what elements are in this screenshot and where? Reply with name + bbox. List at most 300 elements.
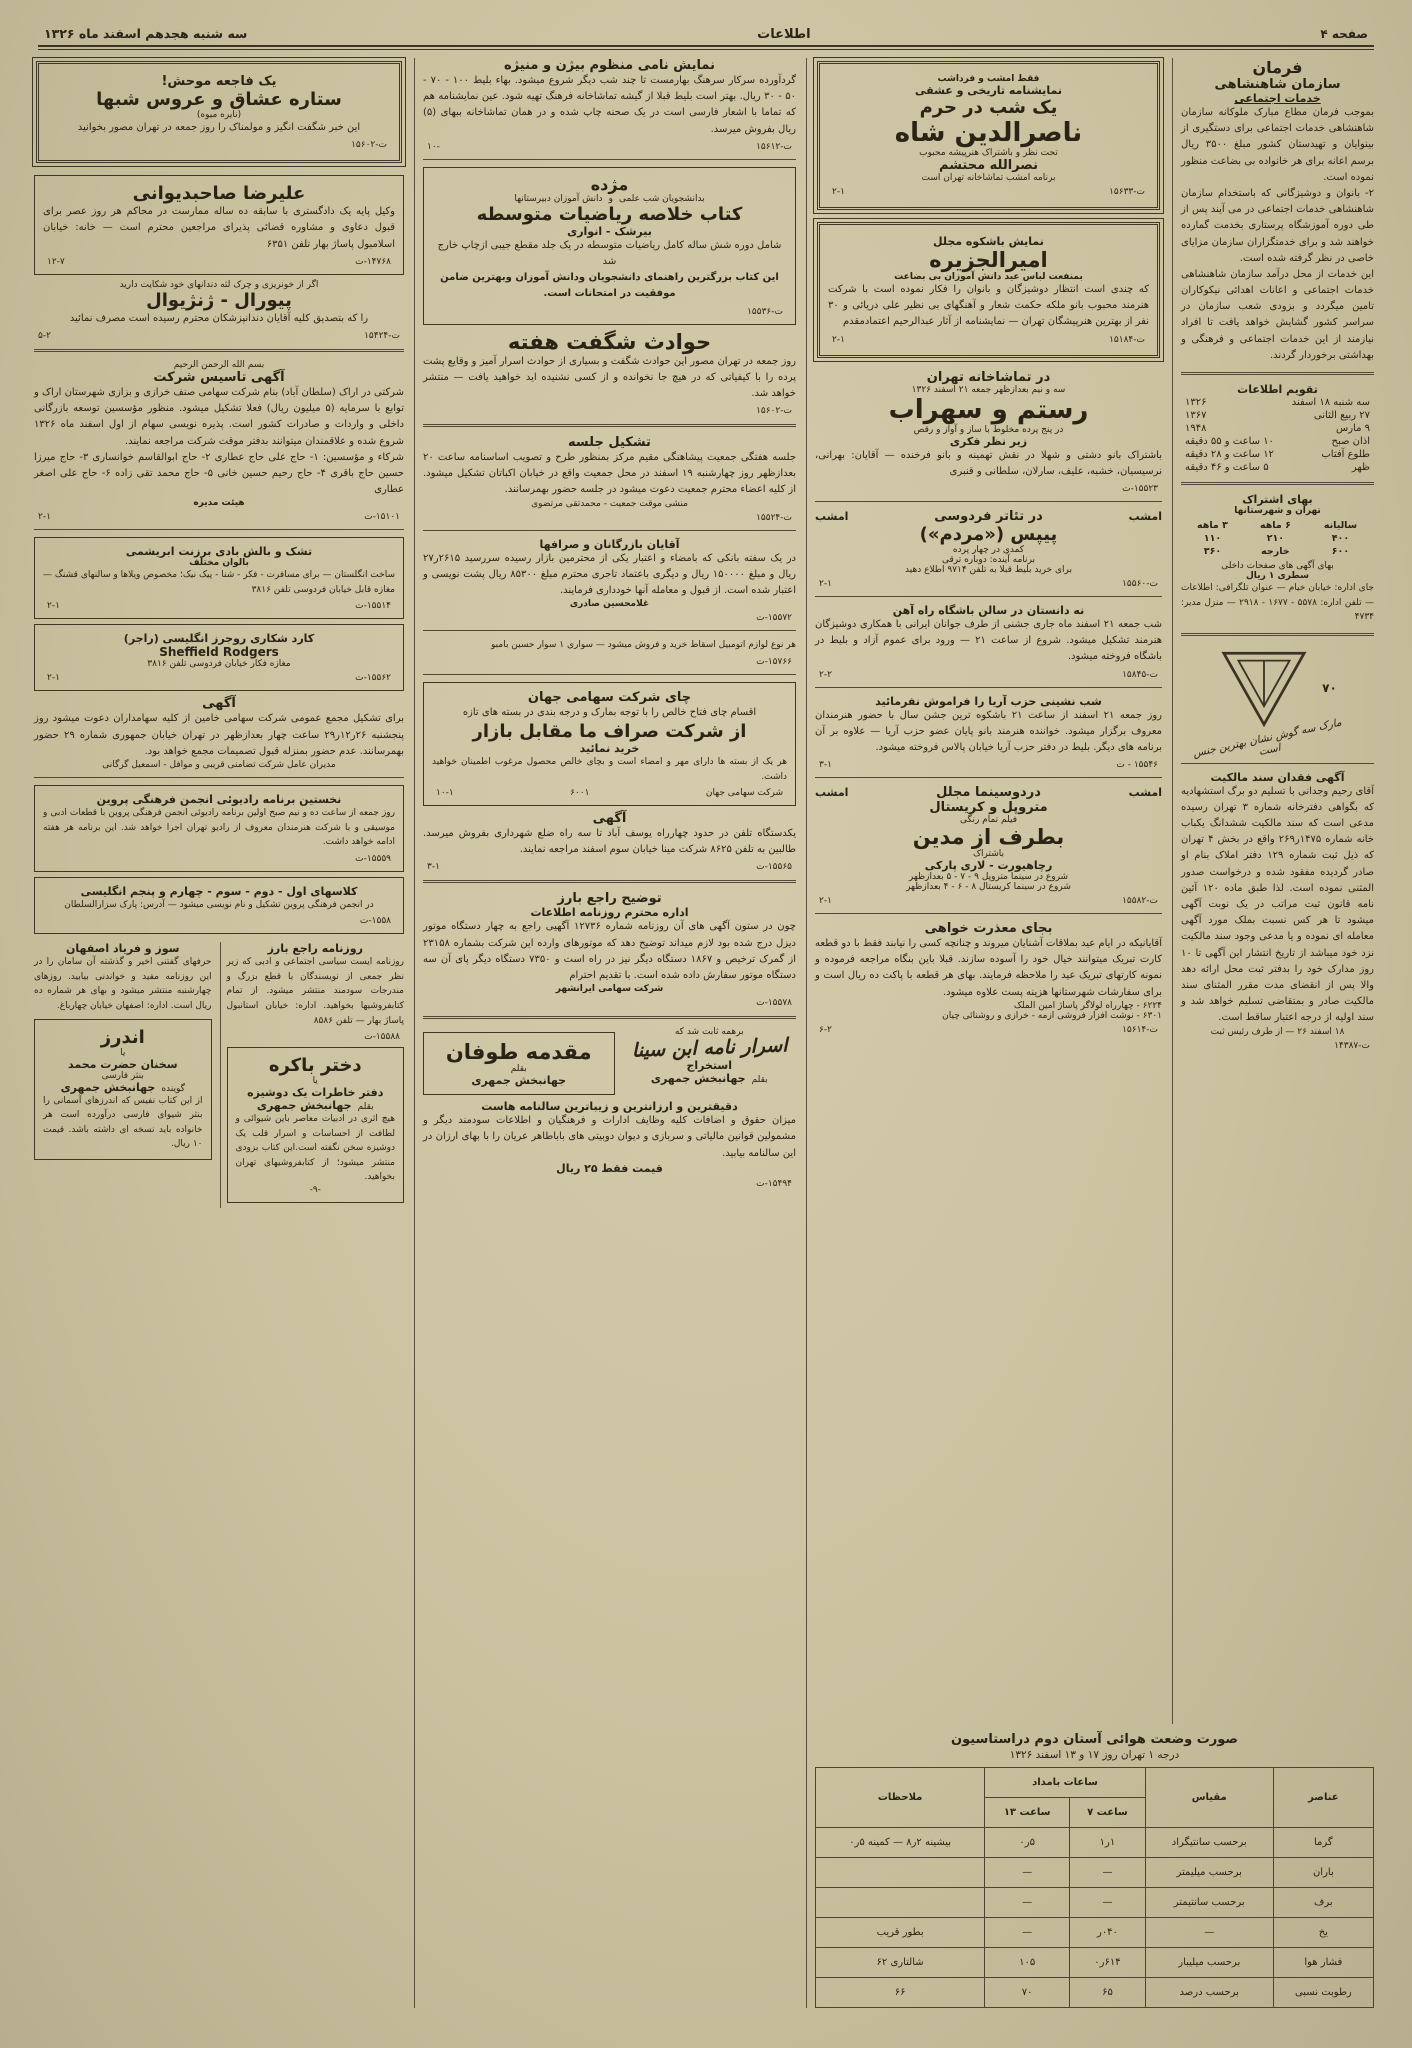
trademark-number: ۷۰ [1322,680,1337,695]
weather-title: صورت وضعت هوائی آستان دوم دراستاسیون [950,1732,1238,1747]
cinema-tonight: امشب [1128,786,1162,800]
almanac-title: دقیقترین و ارزانترین و زیباترین سالنامه هاست [481,1100,738,1114]
ad-code: ت-۱۴۳۸۷ [1334,1040,1370,1051]
ad-code-row [432,307,787,317]
amir-body: که چندی است انتظار دوشیزگان و بانوان را فکار نموده است با شرکت هنرمند محبوب بانو ملکه حکمت شعار و آهنگهای بی نظیر علی دریائی و ۳۰ نفر از بهترین هنرپیشگان تهران — نمایشنامه از آثار عبدالرحیم اعتمادمقدم [828,284,1149,328]
column-right [1172,58,1374,1724]
article-calendar [1181,383,1374,474]
author-name: جهانبخش جمهری [471,1074,567,1088]
weather-value: ۱ر۱ [1070,1828,1146,1858]
telephone-ad-title: آگهی [592,811,627,827]
telephone-ad-body: یکدستگاه تلفن در حدود چهارراه یوسف آباد تا سه راه ضلع شهرداری بفروش میرسد. طالبین به تلفن ۸۶۲۵ شرکت مینا خیابان سوم اسفند مراجعه نمایند. [423,828,796,856]
calendar-value: ۱۳۲۶ [1185,397,1207,408]
andarz-title: اندرز [100,1026,145,1048]
weather-value: ۰۴۰ر [1070,1918,1146,1948]
cinema-venues: متروپل و کریستال [929,800,1048,816]
subscription-region: تهران و شهرستانها [1234,506,1321,516]
bijan-title: نمایش نامی منظوم بیژن و منیژه [504,58,715,73]
calendar-label: سه شنبه ۱۸ اسفند [1291,397,1370,408]
ad-code-row [47,140,391,150]
apology-phone-line: ۶۲۲۴ - چهارراه لولاگر پاساژ امین الملک [1013,1000,1162,1011]
company-founders: شرکاء و مؤسسین: ۱- حاج علی حاج عطاری ۲- حاج ابوالقاسم خوانساری ۳- حاج میرزا حسین حاج باقری ۴- حاج رحیم حسین خانی ۵- حاج محمد تقی زاده ۶- حاج علی اصغر عطاری [34,451,405,496]
nasser-venue: برنامه امشب تماشاخانه تهران است [921,173,1056,183]
theater-ad-amir [817,222,1160,358]
apology-phone-line: ۶۳۰۱ - نوشت افزار فروشی ازمه - خرازی و روشنائی چیان [942,1010,1162,1021]
page-number: صفحه ۴ [1320,27,1368,41]
cinema-schedule: شروع در سینما کریستال ۸ - ۶ - ۴ بعدازظهر [906,882,1071,893]
weather-value: — [985,1918,1070,1948]
isfahan-title: سوز و فریاد اصفهان [66,942,180,956]
shareholders-body: برای تشکیل مجمع عمومی شرکت سهامی خامین از کلیه سهامداران دعوت میشود روز پنجشنبه ۲۶ر۱۲ر۲۹ ساعت چهار بعدازظهر در تهران خیابان جمهوری شماره ۲۹ حضور بهمرسانند. عدم حضور بمنزله قبول تصمیمات مجمع خواهد بود. [34,713,404,757]
calendar-row [1181,461,1374,474]
cinema-color-line: فیلم تمام رنگی [959,815,1018,826]
divider [34,529,404,530]
column-theater [806,58,1162,1724]
ad-run: ۲-۱ [38,512,51,523]
ad-code: ۱۴۷۶۸-ت [355,256,391,267]
sub-price: ۱۱۰ [1203,533,1222,544]
weather-note: شالتاری ۶۲ [816,1948,985,1978]
ad-code-row [423,142,796,152]
clarification-body: چون در ستون آگهی های آن روزنامه شماره ۱۲۷۳۶ آگهیی راجع به چهار دستگاه موتور دیزل درج شده بود لازم میداند توضیح دهد که موتورهای وارده این شرکت بشماره ۲۳۱۵۸ از گمرک ترخیص و ۱۸۶۷ دستگاه دیگر نیز در راه است و ۷۳۵۰ دستگاه دیگر پای آن سه دستگاه موتور سفارش داده شده است. با تقدیم احترام [423,921,796,982]
ad-code-row [43,257,395,267]
sub-price: ۲۱۰ [1266,533,1285,544]
merchants-signature: غلامحسین صادری [569,599,650,610]
shareholders-notice [34,696,404,770]
lawyer-name: علیرضا صاحبدیوانی [132,183,306,205]
classes-title: کلاسهای اول - دوم - سوم - چهارم و پنجم انگلیسی [80,884,358,898]
ad-code: ۱۵۵۸۸-ت [364,1032,400,1043]
math-book-title: کتاب خلاصه ریاضیات متوسطه [476,203,743,225]
tea-phone: ۶۰۰۱ [570,788,590,799]
small-classified [423,638,796,667]
tea-body: هر یک از بسته ها دارای مهر و امضاء است و بچای خالص محصول مرغوب اطمینان خواهید داشت. [432,756,787,782]
weather-element: یخ [1273,1918,1373,1948]
tea-lead: اقسام چای فتاح خالص را با توجه بمارک و درجه بندی در بسته های تازه [462,706,757,718]
apology-body: آقایانیکه در ایام عید بملاقات آشنایان میروند و چنانچه کسی را نیابند فقط با دو قطعه کارت تبریک میتوانند خیال خود را آسوده سازند. قبلا باین بنگاه مراجعه فرموده و نمونه کارتهای تبریک عید را ملاحظه فرمایند. بهای هر قطعه با پاکت ده ریال است و برای سفارشات شهرستانها هزینه پست علاوه میشود. [815,938,1162,998]
teaser-small-line: (نایره میوه) [196,110,242,120]
calendar-value: ۱۹۴۸ [1185,423,1207,434]
shareholders-signature: مدیران عامل شرکت تضامنی قریبی و موافل - اسمعیل گرگانی [102,759,336,770]
article-subscription [1181,493,1374,625]
isfahan-newspaper-ad [34,942,212,1013]
rostam-director: زیر نظر فکری [949,434,1028,448]
book-ad-toofan [423,1032,615,1095]
asrar-title: اسرار نامه ابن سینا [631,1034,788,1062]
nasser-genre: نمایشنامه تاریخی و عشقی [915,84,1062,97]
tea-tail: خرید نمائید [579,741,640,755]
column-middle [414,58,796,2008]
calendar-value: ۱۰ ساعت و ۵۵ دقیقه [1185,436,1274,447]
ad-run: ۲-۱ [47,601,60,612]
ferdowsi-line: برنامه آینده: دوباره ترقی [941,554,1036,565]
divider [423,674,796,675]
weather-element: گرما [1273,1828,1373,1858]
page-mark: -۹- [309,1185,321,1196]
ad-code-row [423,998,796,1008]
ad-code-row [34,512,404,522]
divider [815,913,1162,914]
issue-date: سه شنبه هجدهم اسفند ماه ۱۳۲۶ [44,26,248,41]
math-body: شامل دوره شش ساله کامل ریاضیات متوسطه در یک جلد مقطع جیبی ازچاپ خارج شد [437,239,782,267]
ferdowsi-line: کمدی در چهار پرده [952,544,1025,555]
telephone-sale-ad [423,811,796,872]
ad-code-row [815,579,1162,589]
ad-run: ۲-۱ [819,578,832,589]
nasser-pretitle: یک شب در حرم [919,97,1058,118]
ad-code: ت-۱۵۵۳۶ [747,306,783,317]
ad-code-row [815,484,1162,494]
ad-code-row [423,406,796,416]
byline-label: بقلم [510,1064,527,1075]
sub-head: سالیانه [1323,520,1358,531]
author-name: جهانبخش جمهری [256,1099,352,1113]
ad-code-row [815,670,1162,680]
ferdowsi-tonight: امشب [1128,509,1162,523]
article-trademark-ad [1181,646,1374,760]
ad-run: ۳-۱ [427,862,440,873]
decree-body: بموجب فرمان مطاع مبارک ملوکانه سازمان شاهنشاهی خدمات اجتماعی برای دستگیری از بینوایان و تهیدستان کشور مبلغ ۳۵۰۰ ریال برسم اعانه برای هر خانواده بی بضاعت منظور نموده است. [1181,107,1374,183]
sub-price: ۴۰۰ [1331,533,1350,544]
ad-code: ۱۵۴۹۴-ت [756,1178,792,1189]
divider [815,777,1162,778]
film-stars: رچاهیورت - لاری پارکی [924,859,1053,873]
calendar-value: ۵ ساعت و ۴۶ دقیقه [1185,462,1269,473]
article-clarification [423,891,796,1008]
newspaper-title: اطلاعات [757,27,811,42]
rostam-when: سه و نیم بعدازظهر جمعه ۲۱ اسفند ۱۳۲۶ [911,384,1066,395]
divider [34,349,404,352]
clarification-title: توضیح راجع بارز [557,891,662,907]
byline-label: بقلم [751,1075,768,1086]
merchants-body: در یک سفته بانکی که بامضاء و اعتبار یکی از محترمین بازار رسیده سررسید ۲۶۱۵ر۲۷ ریال و مبلغ ۱۵۰۰۰۰ ریال و دیگری باعتماد تاجری محترم مبلغ ۸۵۳۰۰ ریال پشت نویسی و اعتبار شده است. از قبول و معامله آنها خودداری فرمایند. [423,552,796,596]
decree-title: سازمان شاهنشاهی [1214,77,1341,92]
ad-code: ۱۵۵۴۶ - ت [1116,760,1158,771]
calendar-row [1181,448,1374,461]
ad-code: ۱۵۵۷۸-ت [756,998,792,1009]
lost-deed-body: آقای رحیم وجدانی با تسلیم دو برگ استشهادیه که بگواهی دفترخانه شماره ۳ تهران رسیده مدعی است که سند مالکیت ششدانگ یکباب خانه شماره ۱۴۷۵ر۲۶۹ واقع در بخش ۴ تهران که ذیل ثبت شماره ۱۲۹ دفتر املاک بنام او صادر گردیده مفقود شده و درخواست صدور المثنی نموده است. لذا طبق ماده ۱۲۰ آئین نامه قانون ثبت مراتب در یک نوبت آگهی میشود تا هر کس نسبت بملک مورد آگهی معامله ای نموده و یا مدعی وجود سند مالکیت نزد خود میباشد از تاریخ انتشار این آگهی تا ۱۰ روز مدارک خود را بدفتر ثبت محل ارائه دهد والا پس از انقضای مدت مقرر المثنای سند مالکیت صادر و بمتقاضی تسلیم خواهد شد و سند اولیه از درجه اعتبار ساقط است. [1181,785,1375,1024]
calendar-title: تقویم اطلاعات [1237,383,1318,396]
weather-scale: برحسب سانتیمتر [1145,1888,1273,1918]
strange-events-body: روز جمعه در تهران مصور این حوادث شگفت و بسیاری از حوادث اسرار آمیز و وقایع پشت پرده را با کیفیاتی که در هیچ جا نخوانده و از کسی نشنیده اید خواهید یافت — منتشر خواهد شد. [423,355,796,399]
weather-scale: برحسب سانتیگراد [1145,1828,1273,1858]
ad-code-row [423,862,796,872]
company-ad-title: آگهی تاسیس شرکت [153,369,285,385]
apology-title: بجای معذرت خواهی [924,921,1053,937]
small-classified-body: هر نوع لوازم اتومبیل اسقاط خرید و فروش میشود — سواری ۱ سوار حسین بامبو [491,640,796,651]
decree-body: این خدمات از محل درآمد سازمان شاهنشاهی خدمات اجتماعی و اعانات اهدائی نیکوکاران تامین میگردد و بزودی شعب سازمان در سراسر کشور گشایش خواهد یافت تا افراد نیازمند از این خدمات اجتماعی و فرهنگی و بهداشتی برخوردار گردند. [1181,268,1374,361]
columns-grid [34,58,1375,2008]
clarification-signature: شرکت سهامی ایرانشهر [555,984,664,995]
ad-code-row [227,1032,405,1042]
ad-code: ت-۱۵۶۳۳ [1109,187,1145,197]
ferdowsi-title: پیپس («مردم») [919,523,1058,545]
math-body: این کتاب بزرگترین راهنمای دانشجویان ودانش آموزان وبهترین ضامن موفقیت در امتحانات است. [440,272,779,300]
math-audience-students: بدانشجویان شب علمی [618,193,705,204]
sub-head: ۳ ماهه [1197,520,1228,531]
calendar-value: ۱۳۶۷ [1185,410,1207,421]
weather-report [806,1724,1374,2008]
ad-code-row [828,187,1149,197]
or-label: یا [120,1047,126,1058]
ad-code: ت-۱۵۶۰۲ [351,140,387,151]
toofan-title: مقدمه طوفان [445,1040,592,1065]
cinema-headrow [815,785,1162,800]
cinema-kicker: دردوسینما مجلل [936,785,1041,801]
weather-scale: — [1145,1918,1273,1948]
math-audience-and: و [608,193,613,204]
weather-value: — [1070,1858,1146,1888]
rostam-title: رستم و سهراب [888,394,1089,425]
teaser-body: این خبر شگفت انگیز و مولمناک را روز جمعه در تهران مصور بخوانید [77,122,361,133]
almanac-body: میزان حقوق و اضافات کلیه وظایف ادارات و فرهنگیان و اطلاعات سودمند دیگر و مشمولین قوانین مالیاتی و سربازی و دیوان دوبیتی های باباطاهر عریان را با بهای ارزان در این سالنامه بیابید. [423,1115,796,1159]
railway-title: نه دانستان در سالن باشگاه راه آهن [892,603,1085,617]
ad-code-row [43,854,395,864]
decree-kicker: فرمان [1252,58,1303,77]
weather-element: رطوبت نسبی [1273,1978,1373,2008]
asrar-byline [623,1072,797,1085]
radio-body: روز جمعه از ساعت ده و نیم صبح اولین برنامه رادیوئی انجمن فرهنگی پروین با قطعات ادبی و موسیقی و با شرکت هنرمندان معروف از رادیو تهران اجرا خواهد شد. این برنامه هر هفته ادامه خواهد داشت. [43,807,395,848]
theater-ad-bijan [423,58,796,152]
ad-code-row [815,1025,1162,1035]
tea-title: چای شرکت سهامی جهان [527,689,692,705]
tea-ad [423,682,796,806]
theater-ad-nasser [817,61,1160,210]
weather-col-h7: ساعت ۷ [1070,1798,1146,1828]
weather-row [816,1918,1374,1948]
weather-col-element: عناصر [1273,1768,1373,1828]
ad-code: ت-۱۵۶۱۴ [1122,1024,1158,1035]
author-name: جهانبخش جمهری [650,1072,746,1086]
company-ad-body: شرکتی در اراک (سلطان آباد) بنام شرکت سهامی صنف خرازی و بزازی شهرستان اراک و توابع با سرمایه (۵ میلیون ریال) فعلا تشکیل میشود. منظور مؤسسین توسعه بازرگانی داخلی و واردات و صادرات کشور است. پذیره نویسی سهام از اول اسفند ماه ۱۳۲۶ شروع شده و علاقمندان میتوانند بدفتر موقت شرکت مراجعه نمایند. [34,386,404,447]
andarz-body: از این کتاب نفیس که اندرزهای آسمانی را بنثر شیوای فارسی درآورده است هر خانواده باید نسخه ای داشته باشد. قیمت ۱۰ ریال. [43,1095,203,1150]
andarz-prose-note: بنثر فارسی [101,1070,144,1081]
ad-code-row [423,613,796,623]
weather-element: برف [1273,1888,1373,1918]
lawyer-body: وکیل پایه یک دادگستری با سابقه ده ساله ممارست در محاکم هر روز عصر برای قبول دعاوی و مشاوره قضائی پذیرای مراجعین محترم است — خانه: خیابان اسلامبول پاساژ بهار تلفن ۶۳۵۱ [43,206,395,250]
dental-lead: اگر از خونریزی و چرک لثه دندانهای خود شکایت دارید [119,279,319,290]
andarz-subtitle: سخنان حضرت محمد [67,1057,178,1071]
weather-note [816,1858,985,1888]
calendar-row [1181,435,1374,448]
merchants-title: آقایان بازرگانان و صرافها [539,537,680,551]
weather-col-h13: ساعت ۱۳ [985,1798,1070,1828]
teaser-title: یک فاجعه موحش! [161,74,277,89]
ad-code-row [815,760,1162,770]
divider [1181,372,1374,375]
header-rule [38,45,1374,50]
virgin-girl-title: دختر باکره [268,1055,362,1077]
book-ad-math [423,167,796,325]
weather-row [816,1978,1374,2008]
subscription-title: بهای اشتراک [1242,493,1313,506]
divider [423,159,796,160]
lawyer-ad [34,175,404,275]
sub-label: خارجه [1261,546,1290,557]
cinema-ad [815,785,1162,906]
sub-price: ۳۶۰ [1203,546,1222,557]
theater-ad-ferdowsi [815,509,1162,589]
rostam-kicker: در تماشاخانه تهران [926,369,1051,385]
weather-scale: برحسب درصد [1145,1978,1273,2008]
ad-code-row [1181,1041,1374,1051]
divider [1181,482,1374,485]
ad-run: ۱۲-۷ [47,256,65,267]
ad-code: ت-۱۵۵۶۰ [1122,578,1158,589]
teaser-big-line: ستاره عشاق و عروس شبها [96,89,342,110]
radio-title: نخستین برنامه رادیوئی انجمن فرهنگی پروین [96,792,342,806]
weather-col-notes: ملاحظات [816,1768,985,1828]
ad-code: ۱۵۵۶۵-ت [756,862,792,873]
weather-element: باران [1273,1858,1373,1888]
weather-table [815,1767,1374,2008]
virgin-girl-body: هیچ اثری در ادبیات معاصر باین شیوائی و لطافت از احساسات و اسرار قلب یک دوشیزه سخن نگفته است.این کتاب بزودی منتشر میشود؛ از کتابفروشیهای تهران بخواهید. [235,1114,395,1183]
nasser-only-tonight: فقط امشب و فرداشب [937,74,1040,84]
ad-run: ۳-۱ [819,760,832,771]
divider [423,424,796,427]
calendar-label: طلوع آفتاب [1321,449,1370,460]
weather-element: فشار هوا [1273,1948,1373,1978]
book-ads-row [423,1027,796,1100]
ad-code: ۱۵۵۸-ت [359,916,391,927]
ad-code: ۱۵۵۱۴-ت [355,601,391,612]
barez-body: روزنامه ایست سیاسی اجتماعی و ادبی که زیر نظر جمعی از نویسندگان با قطع بزرگ و مندرجات سودمند منتشر میشود. از تمام کتابفروشیها بخواهید. اداره: خیابان استانبول پاساژ بهار — تلفن ۸۵۸۶ [226,957,404,1026]
ad-code-row [34,331,404,341]
decree-body: ۲- بانوان و دوشیزگانی که باستخدام سازمان شاهنشاهی خدمات اجتماعی در می آیند پس از طی دوره آموزشگاه پرستاری بخدمت گمارده خواهند شد و برای خدمتگزاران سازمان مزایای خاصی در نظر گرفته شده است. [1181,187,1374,264]
weather-note [816,1888,985,1918]
weather-note: بیشینه ۲ر۸ — کمینه ۵ر۰ [816,1828,985,1858]
ad-code: ت-۱۵۸۴۵ [1122,669,1158,680]
calendar-row [1181,422,1374,435]
cinema-with: باشتراک [972,849,1005,860]
ad-code-row [43,601,395,611]
subcolumn-right [220,942,405,1208]
ad-run: ۲-۱ [832,187,845,197]
bottom-left-subcolumns [34,942,404,1208]
or-label: یا [312,1076,318,1087]
amir-benefit: بمنفعت لباس عید دانش آموزان بی بضاعت [894,272,1083,282]
weather-value: ۶۵ [1070,1978,1146,2008]
weather-row [816,1828,1374,1858]
cinema-schedule: شروع در سینما متروپل ۹ - ۷ - ۵ بعدازظهر [908,872,1069,883]
divider [1181,633,1374,636]
calendar-value: ۱۲ ساعت و ۲۸ دقیقه [1185,449,1274,460]
weather-value: — [985,1858,1070,1888]
meeting-title: تشکیل جلسه [568,435,651,451]
weather-row [816,1888,1374,1918]
book-ads-group [423,1027,796,1189]
sub-head: ۶ ماهه [1259,520,1291,531]
calendar-row [1181,409,1374,422]
trademark-caption: مارک سه گوش نشان بهترین جنس است [1191,716,1343,760]
math-authors: بیرشک - انواری [567,224,652,238]
andarz-byline [43,1081,203,1094]
mattress-title: تشک و بالش بادی برزنت ابریشمی [125,545,313,559]
book-ad-virgin-girl [227,1047,405,1203]
company-formation-ad [34,360,404,522]
ad-code: ۱۵۵۵۹-ت [355,853,391,864]
ad-code-row [828,335,1149,345]
weather-row [816,1948,1374,1978]
sub-price: ۶۰۰ [1331,546,1350,557]
weather-scale: برحسب میلیبار [1145,1948,1273,1978]
book-ad-andarz [34,1019,212,1160]
mattress-subtitle: بالوان مختلف [189,558,249,569]
lost-deed-title: آگهی فقدان سند مالکیت [1210,770,1345,784]
cinema-tonight: امشب [815,786,849,800]
event-ad-railway-club [815,604,1162,680]
basmala-line: بسم الله الرحمن الرحیم [173,359,265,370]
author-name: جهانبخش جمهری [60,1080,156,1094]
nasser-title: ناصرالدین شاه [894,118,1083,148]
radio-program-ad [34,785,404,872]
ad-code: ت-۱۵۴۲۴ [364,330,400,341]
meeting-body: جلسه هفتگی جمعیت پیشاهنگی مقیم مرکز بمنظور طرح و تصویب اساسنامه ساعت ۲۰ بعدازظهر روز چهارشنبه ۱۹ اسفند در محل جمعیت واقع در خیابان اکباتان تشکیل میشود. از کلیه اعضاء محترم جمعیت دعوت میشود در جلسه حضور بهمرسانند. [423,452,797,496]
subscription-note: سطری ۱ ریال [1246,571,1309,581]
weather-scale: برحسب میلیمتر [1145,1858,1273,1888]
ad-code-row [423,657,796,667]
subcolumn-left [34,942,212,1208]
weather-value: — [1070,1888,1146,1918]
ad-run: ۲-۲ [819,669,832,680]
ad-run: ۵-۲ [38,330,51,341]
ad-code: ت-۱۵۵۲۴ [756,512,792,523]
math-audience [432,194,787,204]
ad-code-row [423,1179,796,1189]
ad-run: -۱۰ [427,141,440,152]
arya-body: روز جمعه ۲۱ اسفند از ساعت ۲۱ باشکوه ترین جشن سال با حضور هنرمندان معروف برگزار میشود. خواننده هنرمند بانو پایان عضو حزب آریا — علاوه بر آن برنامه های دیگر. بلیط در دفتر حزب آریا خیابان پالاس فروخته میشود. [815,709,1162,753]
ad-code: ۱۵۵۷۲-ت [756,613,792,624]
ad-code: ت-۱۵۵۸۲ [1122,896,1158,907]
divider [423,880,796,883]
calendar-label: ظهر [1351,462,1370,473]
calendar-label: ۲۷ ربیع الثانی [1313,410,1370,421]
subscription-address: جای اداره: خیابان خیام — عنوان تلگرافی: اطلاعات — تلفن اداره: ۵۵۷۸ - ۱۶۷۷ - ۲۹۱۸ — منزل مدیر: ۴۷۳۴ [1181,583,1374,623]
english-classes-ad [34,877,404,935]
ad-code: ت-۱۵۶۱۲ [756,141,792,152]
virgin-girl-byline [236,1099,396,1112]
math-audience-pupils: دانش آموزان دبیرستانها [514,193,603,204]
dental-body: را که بتصدیق کلیه آقایان دندانپزشکان محترم رسیده است مصرف نمائید [69,312,369,324]
barez-newspaper-ad [227,942,405,1042]
rostam-line: در پنج پرده مخلوط با ساز و آواز و رقص [913,424,1064,435]
ad-code-row [423,513,796,523]
article-meeting-notice [423,435,796,523]
ad-code: ۱۵۵۶۲-ت [355,673,391,684]
ferdowsi-headrow [815,509,1162,524]
ad-code-row [43,673,395,683]
byline-label: بقلم [357,1102,374,1113]
divider [815,596,1162,597]
ad-code: ۱۵۵۲۳-ت [1122,483,1158,494]
math-kicker: مژده [590,174,629,194]
bijan-body: گردآورده سرکار سرهنگ بهارمست تا چند شب دیگر شروع میشود. بهاء بلیط ۱۰۰ - ۷۰ - ۵۰ - ۳۰ ریال. بهتر است بلیط قبلا از گیشه تماشاخانه فرهنگ تهیه شود. عین نمایشنامه هم که تماما با اشعار فارسی است در یک صحنه چاپ شده و در همان تماشاخانه ببهای (۵) ریال بفروش میرسد. [423,75,796,135]
column-left [34,58,404,2008]
ad-code-row [43,916,395,926]
ad-run: ۱۰-۱ [436,788,454,799]
arya-title: شب نشینی حزب آریا را فراموش نفرمائید [875,694,1102,708]
mattress-body: ساخت انگلستان — برای مسافرت - فکر - شنا - پیک نیک؛ مخصوص ویلاها و سالنهای قشنگ — مغازه قابل خیابان فردوسی تلفن ۳۸۱۶ [43,570,395,595]
ad-run: ۶-۲ [819,1024,832,1035]
weather-note: بطور قریب [816,1918,985,1948]
divider [815,687,1162,688]
weather-value: — [985,1888,1070,1918]
ad-code: ۱۵۱۰۱-ت [364,512,400,523]
weather-value: ۷۰ [985,1978,1070,2008]
tea-signature: شرکت سهامی جهان [705,788,783,799]
page-header [38,26,1374,45]
weather-col-scale: مقیاس [1145,1768,1273,1828]
